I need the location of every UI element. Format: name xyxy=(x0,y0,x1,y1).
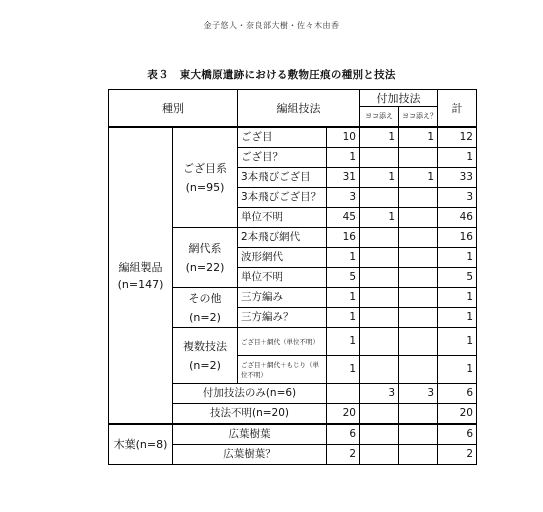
yoko-cell xyxy=(360,228,399,248)
yoko-q-cell xyxy=(399,228,438,248)
yoko-q-cell xyxy=(399,308,438,328)
count-cell: 20 xyxy=(327,404,360,425)
yoko-q-cell: 1 xyxy=(399,127,438,148)
yoko-cell xyxy=(360,288,399,308)
technique-cell: ござ目 xyxy=(238,127,327,148)
count-cell: 2 xyxy=(327,445,360,465)
yoko-q-cell xyxy=(399,424,438,445)
count-cell: 1 xyxy=(327,356,360,384)
technique-cell: ござ目＋網代＋もじり（単位不明） xyxy=(238,356,327,384)
group-hensoseihin-label: 編組製品 xyxy=(118,260,163,274)
yoko-cell xyxy=(360,328,399,356)
technique-cell: 2本飛び網代 xyxy=(238,228,327,248)
count-cell: 1 xyxy=(327,308,360,328)
total-cell: 1 xyxy=(438,148,477,168)
table-row xyxy=(109,424,477,445)
data-table xyxy=(108,89,477,465)
total-cell: 2 xyxy=(438,445,477,465)
technique-cell: 三方編み xyxy=(238,288,327,308)
yoko-q-cell xyxy=(399,248,438,268)
group-ajiro-label: 網代系 xyxy=(188,241,222,255)
group-ajiro-count: (n=22) xyxy=(185,260,225,274)
header-technique: 編組技法 xyxy=(238,90,360,128)
header-added-technique: 付加技法 xyxy=(360,90,438,107)
group-gozame-count: (n=95) xyxy=(185,180,225,194)
count-cell: 1 xyxy=(327,248,360,268)
yoko-cell xyxy=(360,148,399,168)
yoko-cell xyxy=(360,248,399,268)
yoko-cell xyxy=(360,404,399,425)
yoko-cell: 1 xyxy=(360,168,399,188)
total-cell: 1 xyxy=(438,248,477,268)
group-hensoseihin-count: (n=147) xyxy=(117,277,164,291)
yoko-q-cell xyxy=(399,148,438,168)
group-konoha: 木葉(n=8) xyxy=(109,424,173,465)
group-gozame xyxy=(173,127,238,228)
yoko-q-cell xyxy=(399,404,438,425)
yoko-q-cell xyxy=(399,188,438,208)
total-cell: 3 xyxy=(438,188,477,208)
yoko-q-cell xyxy=(399,356,438,384)
total-cell: 6 xyxy=(438,424,477,445)
total-cell: 5 xyxy=(438,268,477,288)
total-cell: 1 xyxy=(438,356,477,384)
yoko-cell xyxy=(360,424,399,445)
group-multi-label: 複数技法 xyxy=(183,339,227,353)
header-total: 計 xyxy=(438,90,477,128)
total-cell: 1 xyxy=(438,328,477,356)
count-cell: 1 xyxy=(327,328,360,356)
total-cell: 12 xyxy=(438,127,477,148)
group-other-count: (n=2) xyxy=(189,310,221,324)
technique-cell: ござ目＋網代（単位不明） xyxy=(238,328,327,356)
yoko-cell: 1 xyxy=(360,127,399,148)
summary-label-cell: 付加技法のみ(n=6) xyxy=(173,384,327,404)
technique-cell: 波形網代 xyxy=(238,248,327,268)
table-title: 表３ 東大橋原遺跡における敷物圧痕の種別と技法 xyxy=(147,69,396,81)
group-ajiro xyxy=(173,228,238,288)
page-header-authors: 金子悠人・奈良部大樹・佐々木由香 xyxy=(203,21,340,30)
yoko-q-cell xyxy=(399,208,438,228)
yoko-q-cell xyxy=(399,328,438,356)
yoko-q-cell xyxy=(399,288,438,308)
total-cell: 46 xyxy=(438,208,477,228)
group-hensoseihin xyxy=(109,127,173,424)
yoko-cell: 1 xyxy=(360,208,399,228)
count-cell: 45 xyxy=(327,208,360,228)
technique-cell: 単位不明 xyxy=(238,268,327,288)
header-row xyxy=(109,90,477,107)
yoko-q-cell: 3 xyxy=(399,384,438,404)
yoko-cell xyxy=(360,445,399,465)
yoko-q-cell: 1 xyxy=(399,168,438,188)
count-cell: 5 xyxy=(327,268,360,288)
summary-label-cell: 技法不明(n=20) xyxy=(173,404,327,425)
technique-cell: ござ目？ xyxy=(238,148,327,168)
technique-cell: 三方編み？ xyxy=(238,308,327,328)
technique-cell: 3本飛びござ目？ xyxy=(238,188,327,208)
leaf-label-cell: 広葉樹葉？ xyxy=(173,445,327,465)
count-cell: 10 xyxy=(327,127,360,148)
yoko-cell: 3 xyxy=(360,384,399,404)
total-cell: 20 xyxy=(438,404,477,425)
count-cell xyxy=(327,384,360,404)
yoko-q-cell xyxy=(399,445,438,465)
technique-cell: 単位不明 xyxy=(238,208,327,228)
yoko-cell xyxy=(360,188,399,208)
group-gozame-label: ござ目系 xyxy=(183,161,227,175)
technique-cell: 3本飛びござ目 xyxy=(238,168,327,188)
total-cell: 33 xyxy=(438,168,477,188)
count-cell: 16 xyxy=(327,228,360,248)
count-cell: 1 xyxy=(327,148,360,168)
total-cell: 6 xyxy=(438,384,477,404)
yoko-q-cell xyxy=(399,268,438,288)
group-other-label: その他 xyxy=(188,291,222,305)
count-cell: 31 xyxy=(327,168,360,188)
yoko-cell xyxy=(360,356,399,384)
count-cell: 6 xyxy=(327,424,360,445)
group-other xyxy=(173,288,238,328)
group-multi-count: (n=2) xyxy=(189,358,221,372)
header-yoko-q: ヨコ添え？ xyxy=(399,107,438,128)
total-cell: 1 xyxy=(438,308,477,328)
yoko-cell xyxy=(360,308,399,328)
total-cell: 16 xyxy=(438,228,477,248)
count-cell: 3 xyxy=(327,188,360,208)
leaf-label-cell: 広葉樹葉 xyxy=(173,424,327,445)
group-multi xyxy=(173,328,238,384)
header-yoko: ヨコ添え xyxy=(360,107,399,128)
total-cell: 1 xyxy=(438,288,477,308)
table-row xyxy=(109,127,477,148)
count-cell: 1 xyxy=(327,288,360,308)
yoko-cell xyxy=(360,268,399,288)
header-type: 種別 xyxy=(109,90,238,128)
